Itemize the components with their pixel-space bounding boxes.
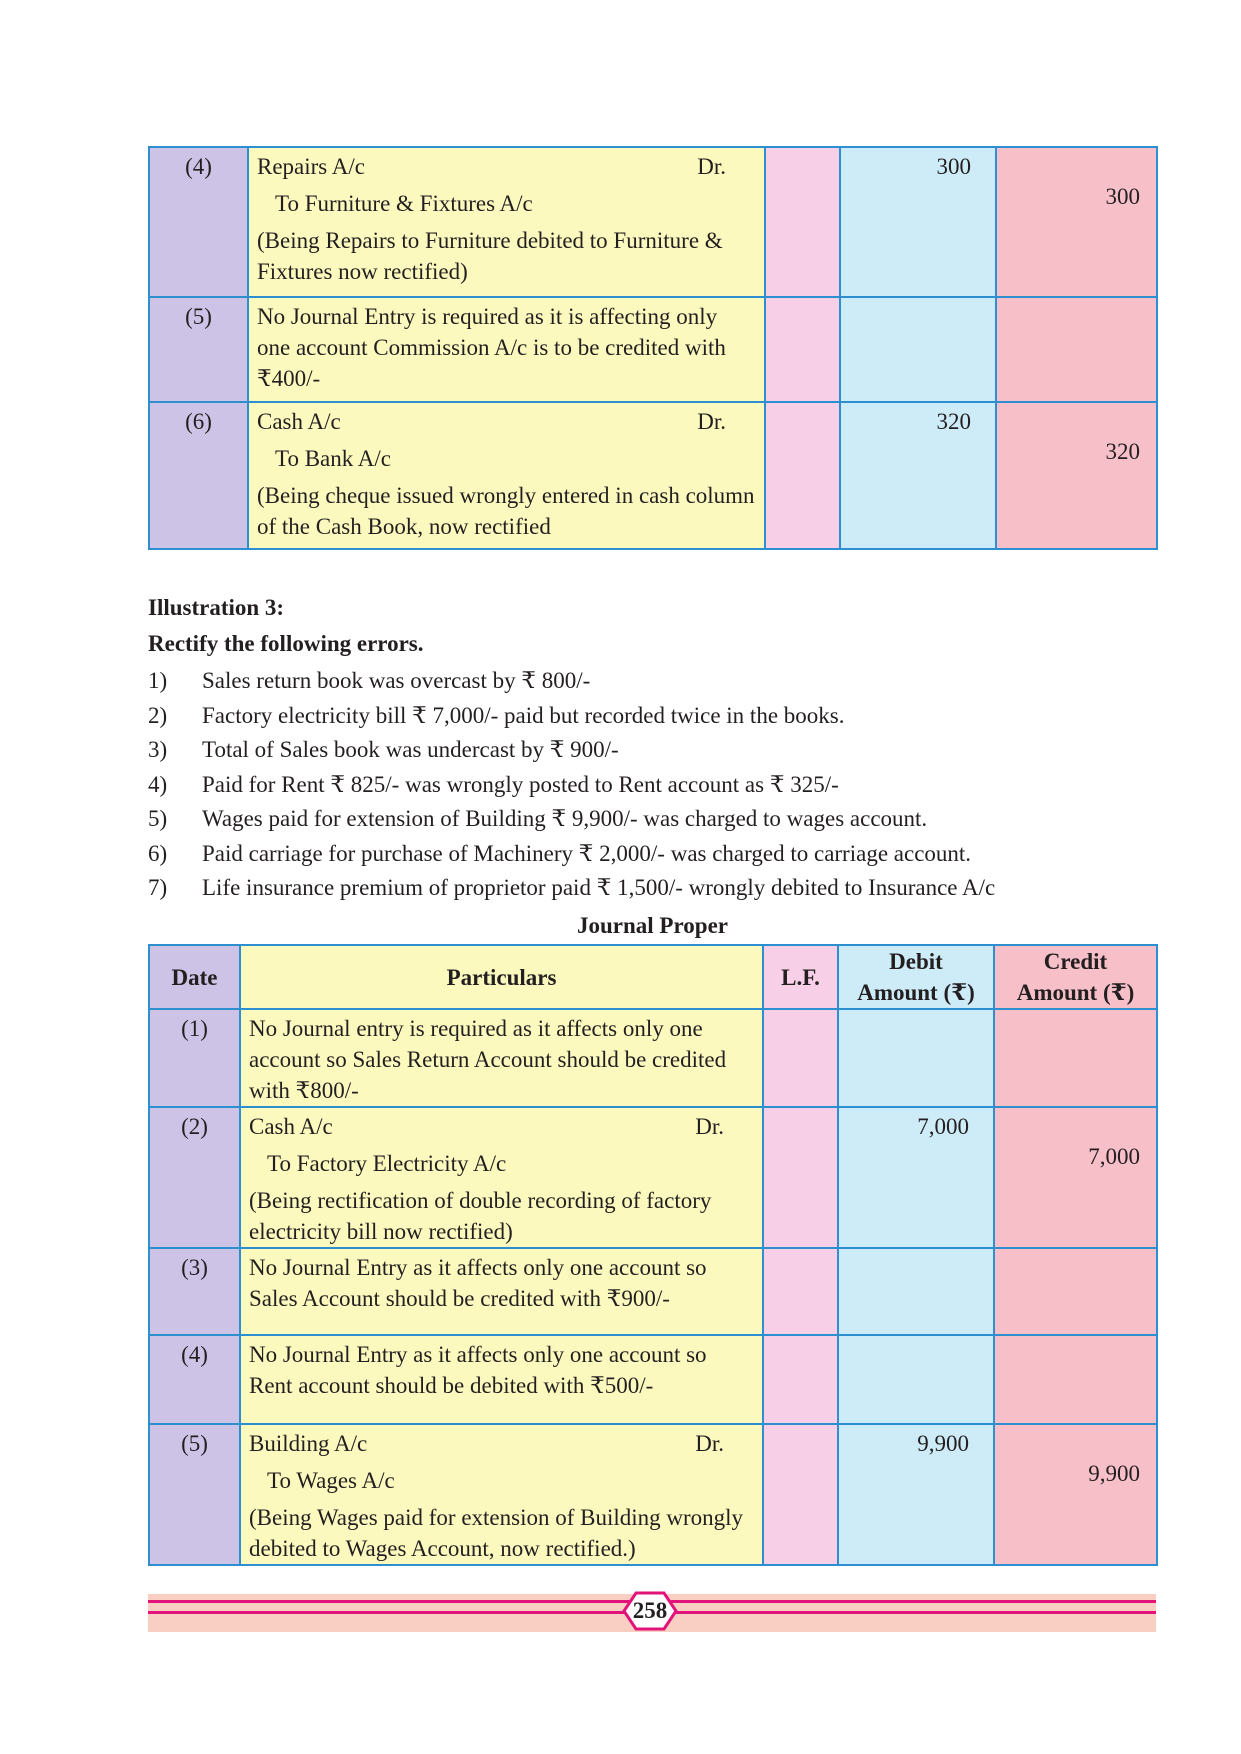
header-credit <box>994 945 1157 1009</box>
debit-cell <box>838 1248 994 1335</box>
page-number: 258 <box>632 1598 668 1623</box>
table-row <box>149 1424 1157 1565</box>
credit-cell <box>994 1107 1157 1248</box>
narration: (Being rectification of double recording of factory electricity bill now rectified) <box>249 1188 712 1244</box>
table-row <box>149 1248 1157 1335</box>
lf-cell <box>763 1424 838 1565</box>
credit-cell <box>996 402 1157 549</box>
debit-mark: Dr. <box>695 1431 724 1456</box>
debit-mark: Dr. <box>697 409 726 434</box>
entry-note: No Journal Entry as it affects only one account so Sales Account should be credited with ₹900/- <box>249 1255 707 1311</box>
lf-cell <box>763 1009 838 1107</box>
debit-cell <box>838 1424 994 1565</box>
table-caption: Journal Proper <box>577 913 728 938</box>
lf-cell <box>763 1335 838 1424</box>
credit-amount: 300 <box>1105 184 1140 209</box>
narration: (Being Repairs to Furniture debited to Furniture & Fixtures now rectified) <box>257 228 723 284</box>
debit-cell <box>838 1009 994 1107</box>
debit-cell <box>840 297 996 402</box>
narration: (Being cheque issued wrongly entered in cash column of the Cash Book, now rectified <box>257 483 755 539</box>
list-item-text: Total of Sales book was undercast by ₹ 900/- <box>202 737 619 762</box>
date-cell <box>149 1248 240 1335</box>
credit-account: To Wages A/c <box>267 1468 395 1493</box>
header-lf: L.F. <box>763 945 838 1009</box>
list-item-number: 1) <box>148 668 168 693</box>
list-item-text: Paid carriage for purchase of Machinery ₹ 2,000/- was charged to carriage account. <box>202 840 972 866</box>
list-item-number: 6) <box>148 840 168 866</box>
page-number-badge <box>622 1590 678 1632</box>
narration: (Being Wages paid for extension of Building wrongly debited to Wages Account, now rectified.) <box>249 1505 744 1561</box>
credit-amount <box>995 1249 1140 1282</box>
debit-account-line <box>249 1428 754 1459</box>
debit-amount <box>841 298 971 301</box>
illustration-title: Illustration 3: <box>148 595 285 620</box>
list-item-number: 5) <box>148 806 168 831</box>
date-value: (4) <box>185 154 212 179</box>
lf-cell <box>765 147 840 297</box>
list-item-text: Life insurance premium of proprietor paid ₹ 1,500/- wrongly debited to Insurance A/c <box>202 875 996 900</box>
list-item-text: Wages paid for extension of Building ₹ 9,900/- was charged to wages account. <box>202 806 928 831</box>
date-cell <box>149 1424 240 1565</box>
date-value: (2) <box>181 1114 208 1139</box>
debit-account: Repairs A/c <box>257 154 365 179</box>
entry-note: No Journal Entry is required as it is affecting only one account Commission A/c is to be credited with ₹400/- <box>257 304 726 391</box>
table-row <box>149 147 1157 297</box>
particulars-cell <box>240 1424 763 1565</box>
debit-mark: Dr. <box>695 1114 724 1139</box>
illustration-instruction: Rectify the following errors. <box>148 631 424 656</box>
credit-amount <box>995 1010 1140 1043</box>
debit-amount <box>839 1010 969 1013</box>
debit-cell <box>840 402 996 549</box>
date-cell <box>149 1335 240 1424</box>
date-value: (5) <box>181 1431 208 1456</box>
table-row <box>149 1335 1157 1424</box>
list-item <box>148 802 995 837</box>
debit-amount: 320 <box>936 409 971 434</box>
debit-amount: 300 <box>936 154 971 179</box>
date-value: (1) <box>181 1016 208 1041</box>
debit-mark: Dr. <box>697 154 726 179</box>
debit-account-line <box>257 151 756 182</box>
credit-cell <box>994 1248 1157 1335</box>
debit-amount: 7,000 <box>917 1114 969 1139</box>
debit-account-line <box>257 406 756 437</box>
list-item-number: 4) <box>148 771 168 797</box>
date-cell <box>149 297 248 402</box>
particulars-cell <box>240 1009 763 1107</box>
debit-account: Building A/c <box>249 1431 368 1456</box>
list-item <box>148 699 995 734</box>
date-cell <box>149 1009 240 1107</box>
list-item-number: 7) <box>148 875 168 900</box>
credit-account: To Bank A/c <box>275 446 391 471</box>
lf-cell <box>763 1248 838 1335</box>
debit-cell <box>838 1107 994 1248</box>
credit-account: To Furniture & Fixtures A/c <box>275 191 533 216</box>
credit-cell <box>996 297 1157 402</box>
debit-account-line <box>249 1111 754 1142</box>
date-value: (3) <box>181 1255 208 1280</box>
header-particulars: Particulars <box>240 945 763 1009</box>
debit-account: Cash A/c <box>249 1114 333 1139</box>
table-header-row <box>149 945 1157 1009</box>
debit-amount: 9,900 <box>917 1431 969 1456</box>
lf-cell <box>763 1107 838 1248</box>
journal-proper-table <box>148 944 1158 1566</box>
debit-cell <box>838 1335 994 1424</box>
header-debit <box>838 945 994 1009</box>
lf-cell <box>765 402 840 549</box>
debit-account: Cash A/c <box>257 409 341 434</box>
list-item <box>148 664 995 699</box>
credit-cell <box>994 1009 1157 1107</box>
date-value: (5) <box>185 304 212 329</box>
top-journal-table <box>148 146 1158 550</box>
table-row <box>149 1107 1157 1248</box>
debit-amount <box>839 1249 969 1252</box>
credit-amount <box>995 1336 1140 1369</box>
list-item-text: Sales return book was overcast by ₹ 800/- <box>202 668 591 693</box>
particulars-cell <box>240 1248 763 1335</box>
error-list <box>148 664 995 906</box>
list-item-text: Paid for Rent ₹ 825/- was wrongly posted to Rent account as ₹ 325/- <box>202 771 839 797</box>
top-journal-body <box>149 147 1157 549</box>
entry-note: No Journal Entry as it affects only one account so Rent account should be debited with ₹500/- <box>249 1342 707 1398</box>
header-credit-line1: Credit <box>1043 949 1108 974</box>
list-item <box>148 768 995 803</box>
credit-cell <box>996 147 1157 297</box>
list-item-number: 3) <box>148 737 168 762</box>
credit-amount: 9,900 <box>1088 1461 1140 1486</box>
date-cell <box>149 1107 240 1248</box>
entry-note: No Journal entry is required as it affects only one account so Sales Return Account should be credited with ₹800/- <box>249 1016 727 1103</box>
particulars-cell <box>248 402 765 549</box>
list-item <box>148 733 995 768</box>
list-item <box>148 837 995 872</box>
list-item-text: Factory electricity bill ₹ 7,000/- paid but recorded twice in the books. <box>202 702 845 728</box>
header-date: Date <box>149 945 240 1009</box>
credit-amount <box>997 298 1140 331</box>
particulars-cell <box>240 1335 763 1424</box>
credit-account: To Factory Electricity A/c <box>267 1151 507 1176</box>
date-cell <box>149 402 248 549</box>
header-debit-line2: Amount (₹) <box>857 980 975 1005</box>
date-cell <box>149 147 248 297</box>
particulars-cell <box>248 297 765 402</box>
debit-amount <box>839 1336 969 1339</box>
credit-cell <box>994 1335 1157 1424</box>
list-item <box>148 871 995 906</box>
credit-amount: 320 <box>1105 439 1140 464</box>
journal-proper-body <box>149 1009 1157 1565</box>
date-value: (4) <box>181 1342 208 1367</box>
header-debit-line1: Debit <box>889 949 943 974</box>
credit-amount: 7,000 <box>1088 1144 1140 1169</box>
particulars-cell <box>248 147 765 297</box>
lf-cell <box>765 297 840 402</box>
date-value: (6) <box>185 409 212 434</box>
list-item-number: 2) <box>148 702 168 728</box>
table-row <box>149 297 1157 402</box>
particulars-cell <box>240 1107 763 1248</box>
table-row <box>149 1009 1157 1107</box>
table-row <box>149 402 1157 549</box>
debit-cell <box>840 147 996 297</box>
header-credit-line2: Amount (₹) <box>1016 980 1135 1005</box>
credit-cell <box>994 1424 1157 1565</box>
